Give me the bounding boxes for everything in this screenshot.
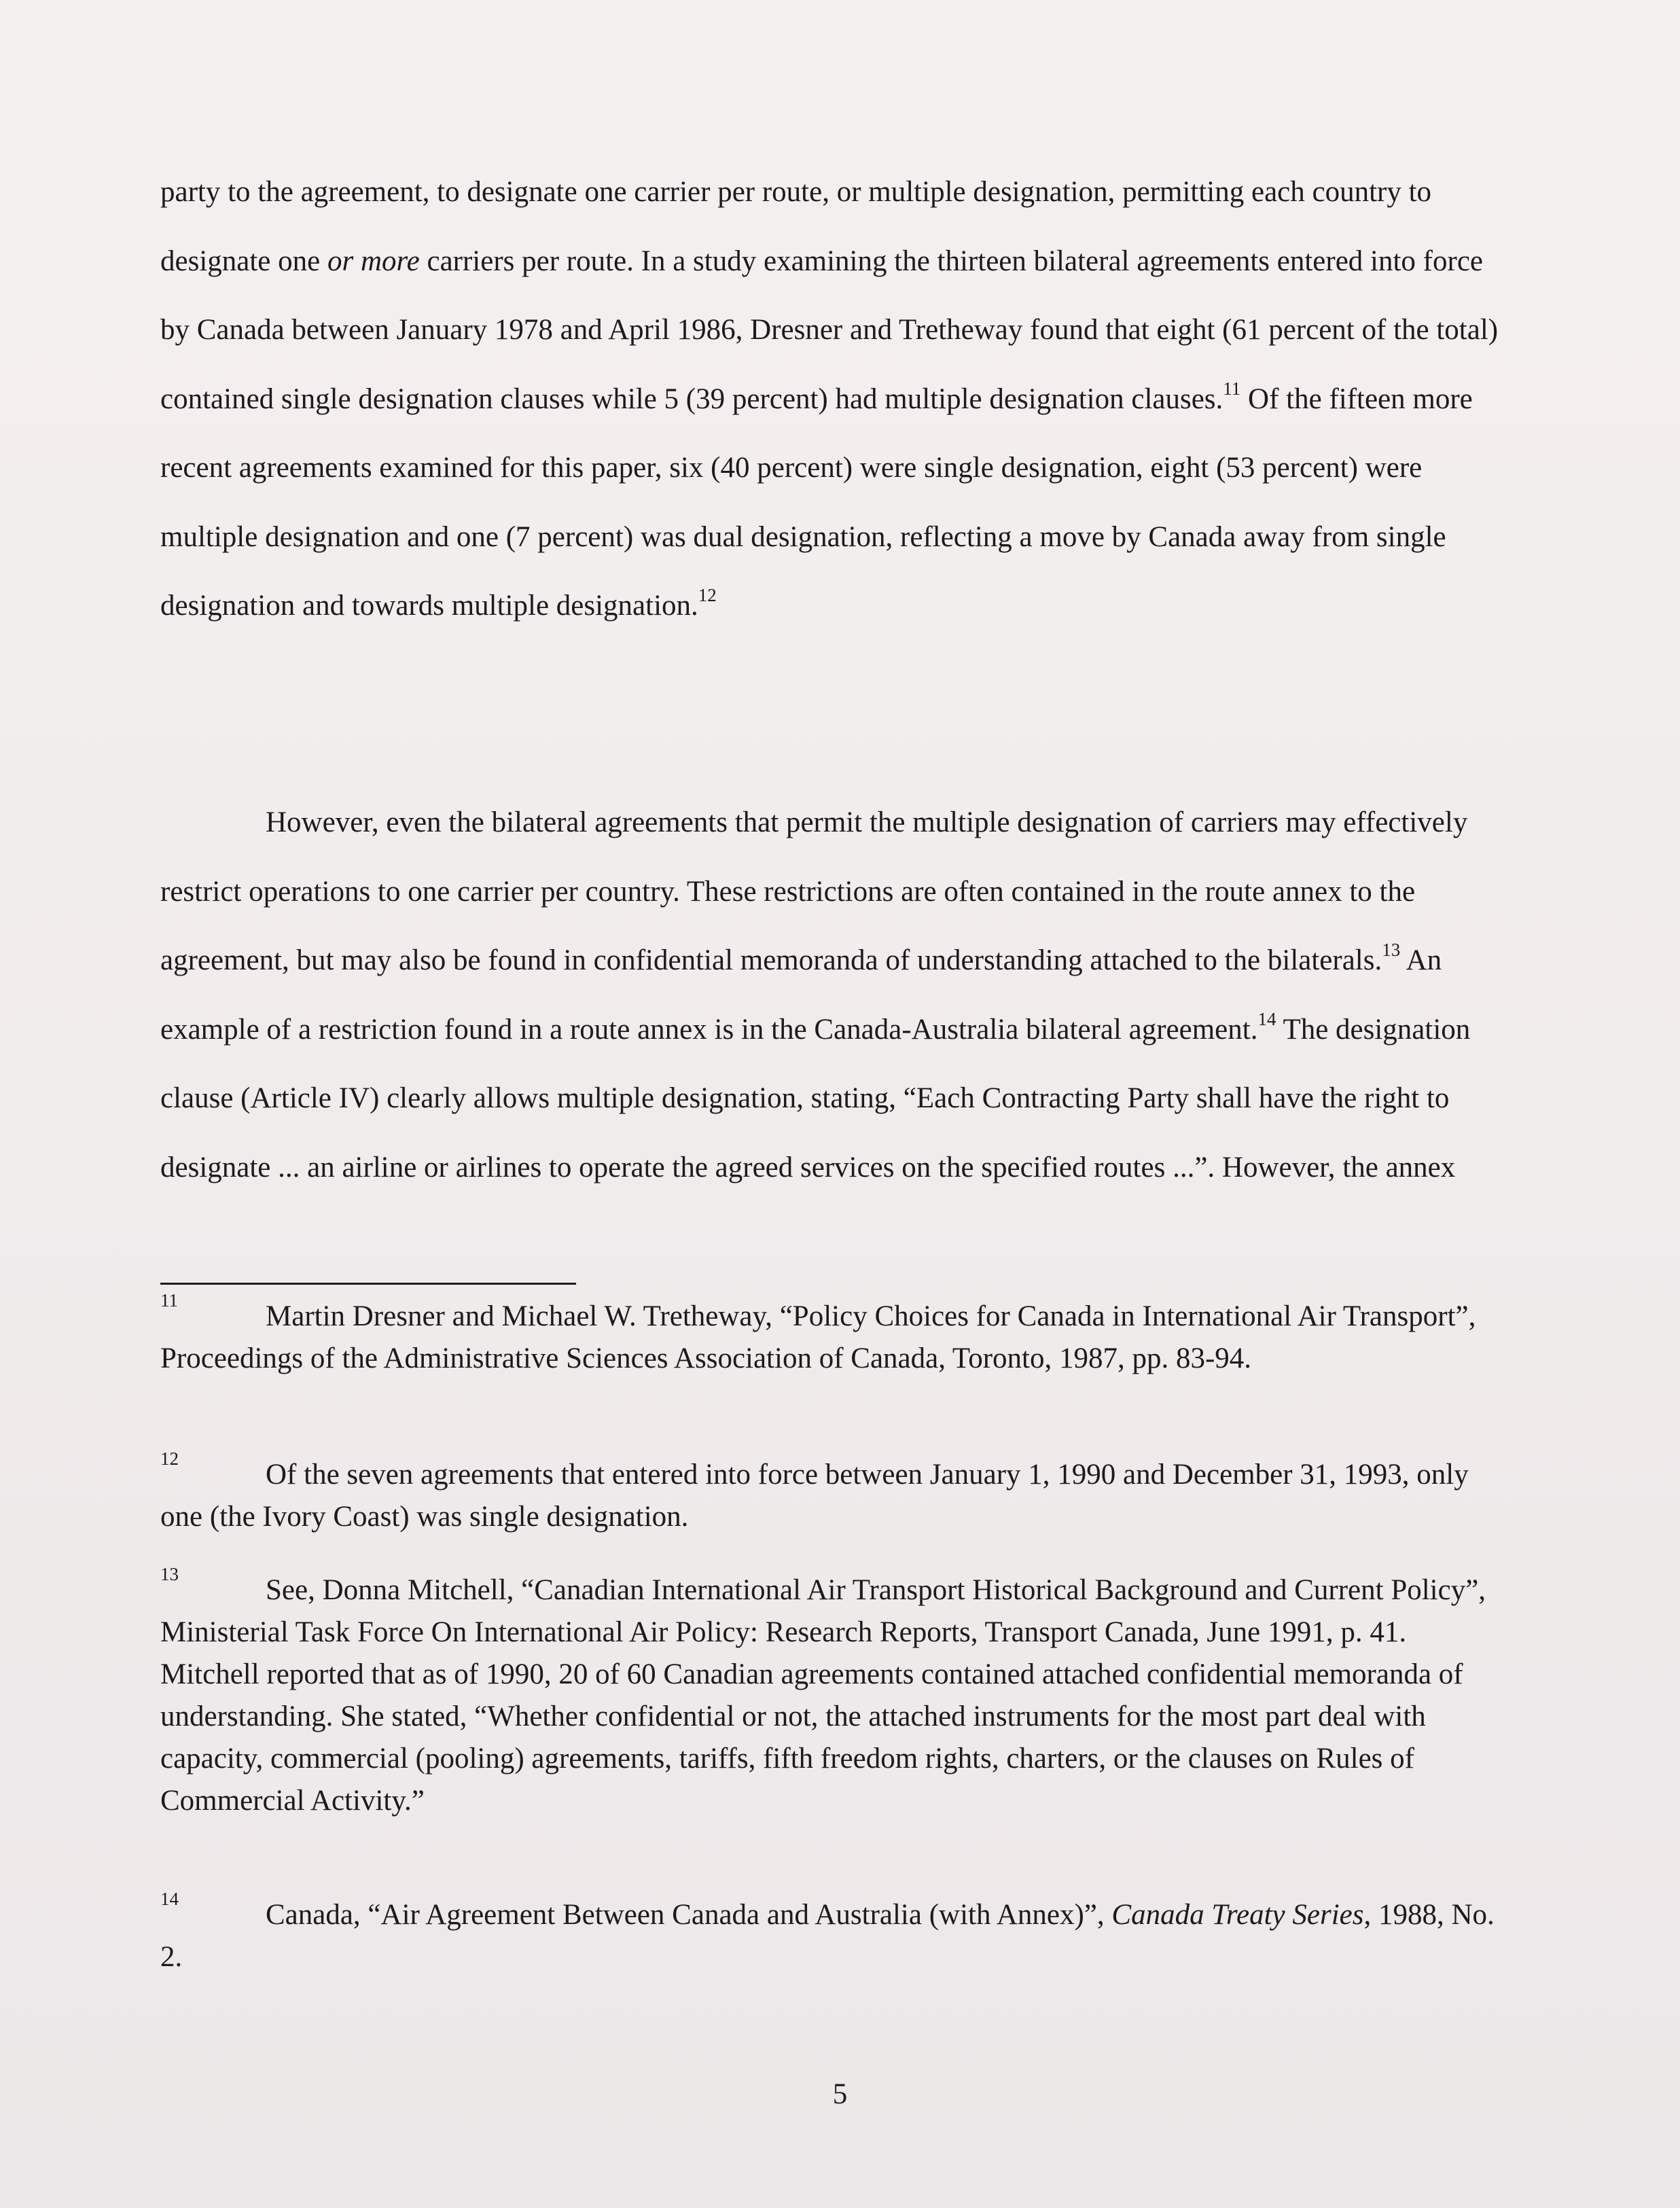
footnote-separator — [160, 1283, 576, 1285]
footnote-14 — [160, 1889, 1512, 1978]
footnote-number: 14 — [160, 1889, 179, 1909]
para2-text-b: An example of a restriction found in a route annex is in the Canada-Australia bilateral agreement. — [160, 944, 1442, 1046]
para1-emphasis: or more — [327, 245, 420, 277]
para1-text-c: Of the fifteen more recent agreements examined for this paper, six (40 percent) were single designation, eight (53 percent) were multiple designation and one (7 percent) was dual designation, reflecting a move by Canada away from single designation and towards multiple designation. — [160, 382, 1473, 622]
footnote-text: See, Donna Mitchell, “Canadian International Air Transport Historical Background and Current Policy”, Ministerial Task Force On International Air Policy: Research Reports, Transport Canada, June 1991, p. 41. Mitchell reported that as of 1990, 20 of 60 Canadian agreements contained attached confidential memoranda of understanding. She stated, “Whether confidential or not, the attached instruments for the most part deal with capacity, commercial (pooling) agreements, tariffs, fifth freedom rights, charters, or the clauses on Rules of Commercial Activity.” — [160, 1574, 1486, 1817]
body-paragraph-1 — [160, 158, 1512, 641]
footnote-series-title: Canada Treaty Series — [1111, 1899, 1364, 1931]
footnote-text-end: , 1988, No. 2. — [160, 1899, 1495, 1973]
footnote-ref-12: 12 — [698, 585, 717, 605]
footnote-13 — [160, 1564, 1512, 1822]
para2-text-c: The designation clause (Article IV) clearly allows multiple designation, stating, “Each Contracting Party shall have the right to designate ... an airline or airlines to operate the agreed services on the specified routes ...”. However, the annex — [160, 1013, 1471, 1183]
footnote-ref-13: 13 — [1382, 940, 1401, 960]
footnote-text: Martin Dresner and Michael W. Tretheway, “Policy Choices for Canada in International Air Transport”, Proceedings of the Administrative Sciences Association of Canada, Toronto, 1987, pp. 83-94. — [160, 1300, 1476, 1374]
footnote-12 — [160, 1448, 1512, 1538]
footnote-number: 12 — [160, 1448, 179, 1469]
body-paragraph-2 — [160, 788, 1512, 1202]
footnote-ref-14: 14 — [1257, 1008, 1276, 1029]
para1-text-a: party to the agreement, to designate one carrier per route, or multiple designation, permitting each country to designate one — [160, 176, 1432, 277]
para1-text-b: carriers per route. In a study examining the thirteen bilateral agreements entered into force by Canada between January 1978 and April 1986, Dresner and Tretheway found that eight (61 percent of the total) contained single designation clauses while 5 (39 percent) had multiple designation clauses. — [160, 245, 1499, 415]
footnote-text: Canada, “Air Agreement Between Canada and Australia (with Annex)”, — [266, 1899, 1112, 1931]
footnote-number: 11 — [160, 1290, 178, 1311]
page-number: 5 — [832, 2078, 848, 2110]
footnote-number: 13 — [160, 1564, 179, 1584]
footnote-11 — [160, 1290, 1512, 1380]
footnote-ref-11: 11 — [1223, 378, 1241, 399]
footnote-text: Of the seven agreements that entered into force between January 1, 1990 and December 31, 1993, only one (the Ivory Coast) was single designation. — [160, 1459, 1469, 1533]
para2-text-a: However, even the bilateral agreements that permit the multiple designation of carriers may effectively restrict operations to one carrier per country. These restrictions are often contained in the route annex to the agreement, but may also be found in confidential memoranda of understanding attached to the bilaterals. — [160, 806, 1468, 976]
